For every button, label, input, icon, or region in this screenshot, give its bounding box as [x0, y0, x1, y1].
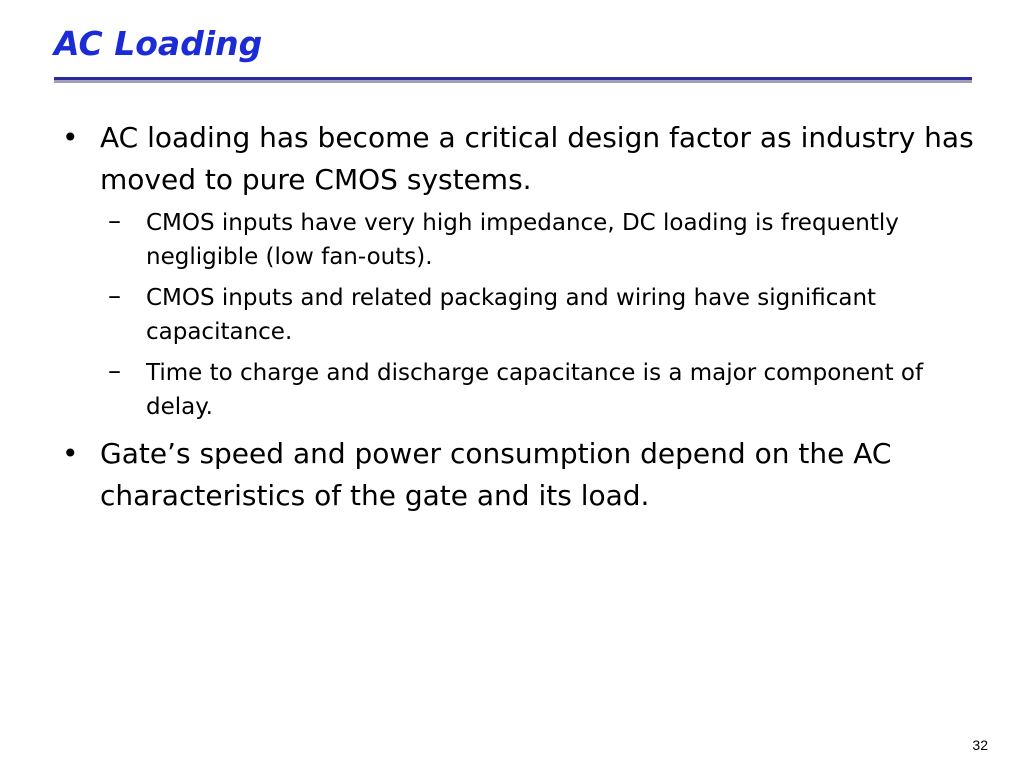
sub-bullet-item: [108, 281, 996, 349]
page-number: 32: [972, 737, 988, 753]
bullet-item: [62, 433, 990, 517]
bullet-item: [62, 117, 990, 201]
title-underline: [54, 77, 972, 83]
sub-bullet-text: Time to charge and discharge capacitance is a major component of delay.: [146, 360, 924, 420]
slide-title: AC Loading: [54, 24, 263, 63]
sub-bullet-item: [108, 356, 996, 424]
bullet-marker: •: [62, 121, 79, 154]
bullet-text: AC loading has become a critical design factor as industry has moved to pure CMOS systems.: [100, 121, 974, 196]
sub-bullet-item: [108, 206, 996, 274]
bullet-marker: •: [62, 437, 79, 470]
sub-bullet-text: CMOS inputs have very high impedance, DC loading is frequently negligible (low fan-outs).: [146, 210, 899, 270]
sub-bullet-marker: –: [108, 281, 121, 311]
sub-bullet-marker: –: [108, 206, 121, 236]
bullet-text: Gate’s speed and power consumption depend on the AC characteristics of the gate and its load.: [100, 437, 892, 512]
sub-bullet-text: CMOS inputs and related packaging and wiring have significant capacitance.: [146, 285, 877, 345]
sub-bullet-marker: –: [108, 356, 121, 386]
